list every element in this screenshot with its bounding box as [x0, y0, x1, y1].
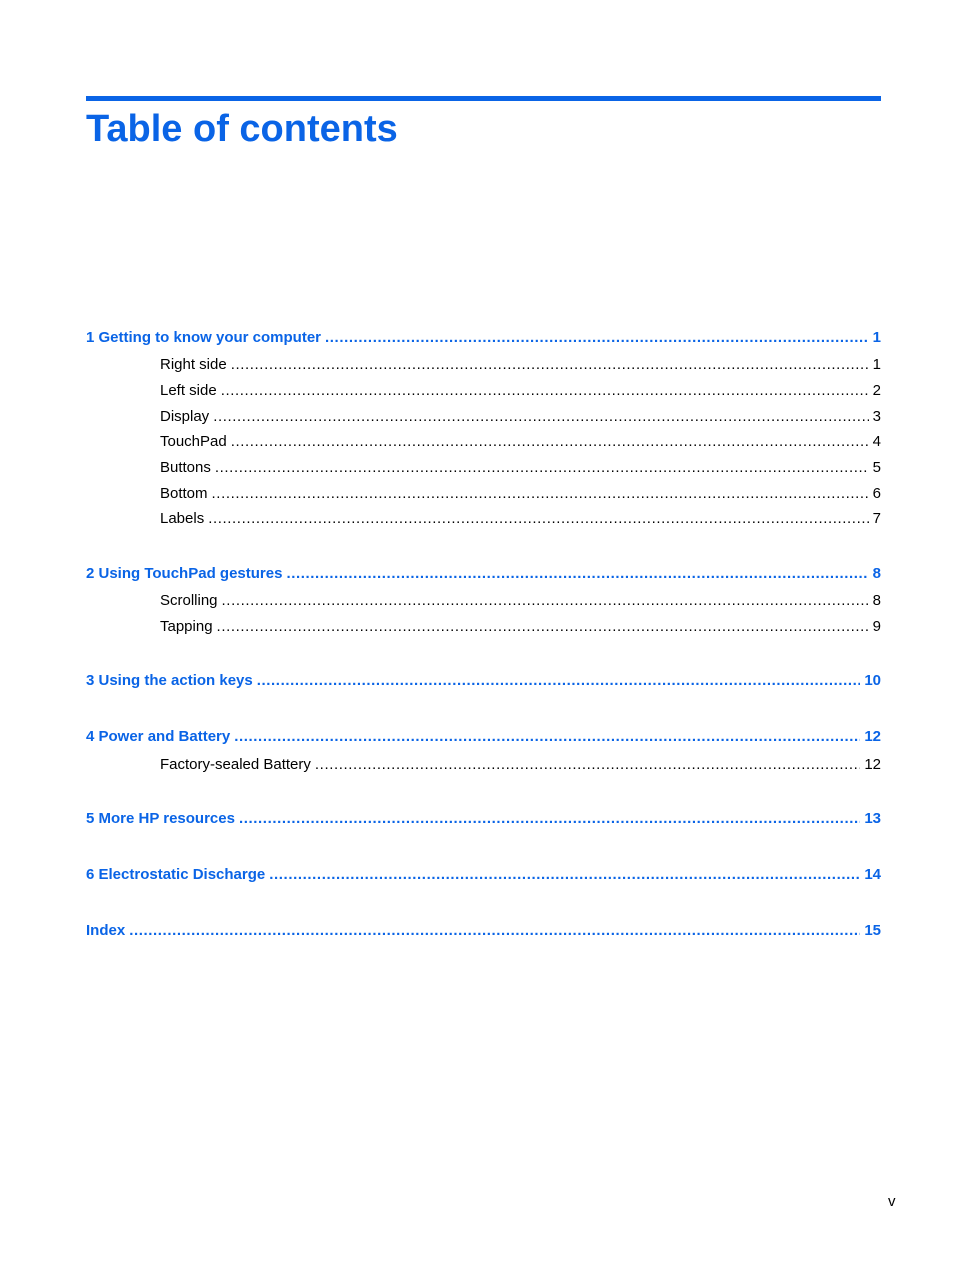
- dot-leader: [215, 458, 869, 478]
- toc-chapter-3[interactable]: [86, 671, 881, 691]
- dot-leader: [208, 509, 868, 529]
- toc-section-touchpad[interactable]: [160, 432, 881, 452]
- toc-section-label: Display: [160, 408, 210, 425]
- page-title: Table of contents: [86, 108, 398, 150]
- dot-leader: [221, 381, 869, 401]
- dot-leader: [315, 755, 860, 775]
- toc-page-number: 3: [872, 408, 881, 425]
- dot-leader: [231, 432, 869, 452]
- toc-chapter-label: 6 Electrostatic Discharge: [86, 866, 266, 883]
- toc-chapter-label: 1 Getting to know your computer: [86, 329, 322, 346]
- toc-page-number: 12: [864, 728, 881, 745]
- toc-chapter-1[interactable]: [86, 328, 881, 348]
- toc-section-label: Tapping: [160, 618, 213, 635]
- toc-page-number: 13: [864, 810, 881, 827]
- toc-page-number: 8: [872, 565, 881, 582]
- dot-leader: [213, 407, 868, 427]
- dot-leader: [234, 727, 860, 747]
- toc-section-bottom[interactable]: [160, 484, 881, 504]
- toc-page-number: 14: [864, 866, 881, 883]
- dot-leader: [217, 617, 869, 637]
- toc-section-label: Factory-sealed Battery: [160, 756, 311, 773]
- toc-page-number: 8: [872, 592, 881, 609]
- toc-page-number: 10: [864, 672, 881, 689]
- toc-index[interactable]: [86, 921, 881, 941]
- dot-leader: [212, 484, 869, 504]
- dot-leader: [231, 355, 869, 375]
- toc-page-number: 4: [872, 433, 881, 450]
- toc-page-number: 6: [872, 485, 881, 502]
- toc-section-label: Left side: [160, 382, 217, 399]
- toc-section-factory-sealed-battery[interactable]: [160, 755, 881, 775]
- dot-leader: [129, 921, 860, 941]
- toc-section-label: Buttons: [160, 459, 211, 476]
- toc-section-left-side[interactable]: [160, 381, 881, 401]
- dot-leader: [269, 865, 860, 885]
- toc-page-number: 2: [872, 382, 881, 399]
- toc-section-label: Right side: [160, 356, 227, 373]
- toc-chapter-label: 5 More HP resources: [86, 810, 235, 827]
- title-rule: [86, 96, 881, 101]
- toc-section-label: Scrolling: [160, 592, 218, 609]
- toc-page-number: 7: [872, 510, 881, 527]
- dot-leader: [257, 671, 861, 691]
- toc-chapter-label: 4 Power and Battery: [86, 728, 231, 745]
- toc-page-number: 1: [872, 329, 881, 346]
- toc-page-number: 1: [872, 356, 881, 373]
- toc-page-number: 12: [864, 756, 881, 773]
- toc-section-label: Labels: [160, 510, 205, 527]
- dot-leader: [222, 591, 869, 611]
- toc-page-number: 9: [872, 618, 881, 635]
- toc-section-scrolling[interactable]: [160, 591, 881, 611]
- dot-leader: [286, 564, 868, 584]
- toc-chapter-label: 3 Using the action keys: [86, 672, 253, 689]
- page-number: v: [888, 1193, 896, 1210]
- toc-chapter-2[interactable]: [86, 564, 881, 584]
- toc-section-labels[interactable]: [160, 509, 881, 529]
- toc-section-display[interactable]: [160, 407, 881, 427]
- dot-leader: [239, 809, 860, 829]
- toc-page-number: 15: [864, 922, 881, 939]
- toc-section-label: TouchPad: [160, 433, 227, 450]
- dot-leader: [325, 328, 869, 348]
- toc-section-buttons[interactable]: [160, 458, 881, 478]
- toc-section-tapping[interactable]: [160, 617, 881, 637]
- toc-chapter-label: 2 Using TouchPad gestures: [86, 565, 283, 582]
- toc-chapter-5[interactable]: [86, 809, 881, 829]
- toc-chapter-4[interactable]: [86, 727, 881, 747]
- toc-page-number: 5: [872, 459, 881, 476]
- toc-section-right-side[interactable]: [160, 355, 881, 375]
- toc-section-label: Bottom: [160, 485, 208, 502]
- toc-chapter-label: Index: [86, 922, 126, 939]
- toc-chapter-6[interactable]: [86, 865, 881, 885]
